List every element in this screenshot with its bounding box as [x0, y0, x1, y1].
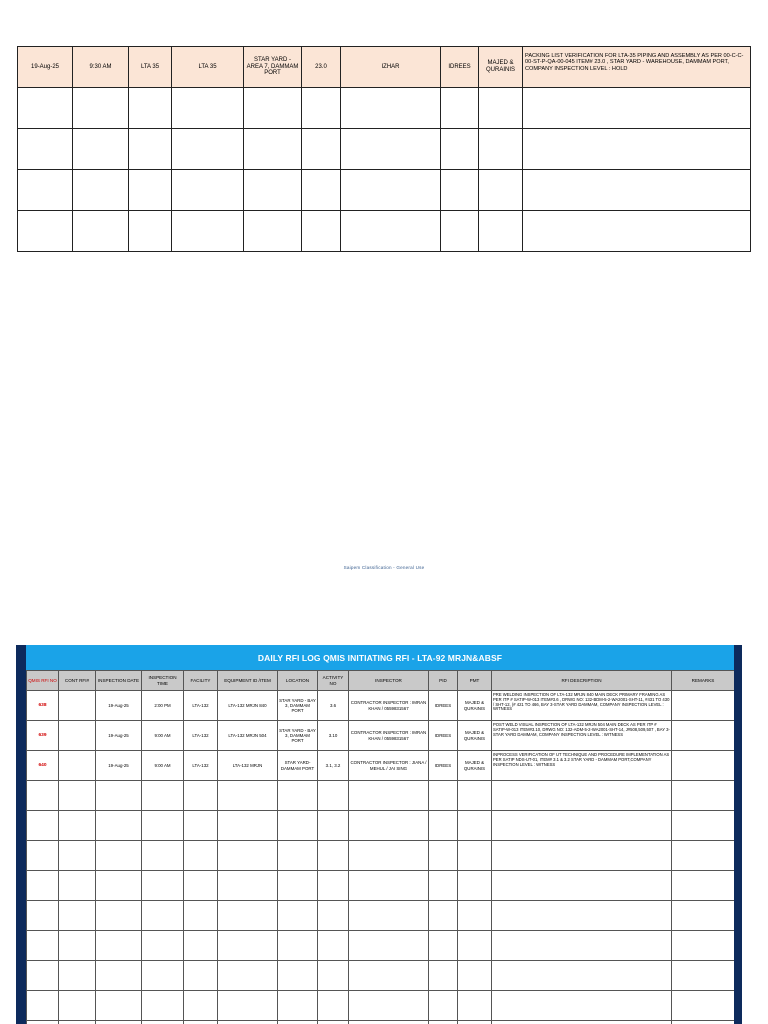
column-header: QMIS RFI NO [27, 671, 59, 691]
table-cell [302, 88, 341, 129]
table-cell [523, 170, 751, 211]
table-cell [429, 871, 458, 901]
table-cell [218, 931, 278, 961]
table-cell: LTA-132 [184, 721, 218, 751]
table-cell: MAJED & QURAINIS [458, 721, 492, 751]
table-cell [129, 129, 172, 170]
table-cell [184, 901, 218, 931]
table-cell [184, 991, 218, 1021]
table-cell: IZHAR [341, 47, 441, 88]
table-cell [318, 781, 349, 811]
table-cell: LTA-132 MRJN 840 [218, 691, 278, 721]
table-cell [73, 170, 129, 211]
table-cell: PACKING LIST VERIFICATION FOR LTA-35 PIPING AND ASSEMBLY AS PER 00-C-C-00-ST-P-QA-00-045 ITEM# 23.0 , STAR YARD - WAREHOUSE, DAMMAM PORT, COMPANY INSPECTION LEVEL : HOLD [523, 47, 751, 88]
table-cell: 9:00 AM [142, 751, 184, 781]
table-cell [341, 170, 441, 211]
table-cell: LTA-132 MRJN 504 [218, 721, 278, 751]
table-cell [18, 211, 73, 252]
rfi-number-cell [27, 931, 59, 961]
table-cell: POST WELD VISUAL INSPECTION OF LTA-132 MRJN 504 MAIN DECK AS PER ITP # SATIP-W-013 ITEM#3.10, DRWG NO: 132-ADM-5-2-WA2001-SHT-14, J#508,509,507 , BAY 3-STAR YARD DAMMAM, COMPANY INSPECTION LEVEL : WITNESS [492, 721, 672, 751]
table-cell [142, 841, 184, 871]
table-cell [479, 170, 523, 211]
table-cell [672, 811, 735, 841]
column-header: RFI DESCRIPTION [492, 671, 672, 691]
table-cell: 3.1, 3.2 [318, 751, 349, 781]
table-cell [59, 961, 96, 991]
table-cell: IDREES [441, 47, 479, 88]
table-cell [172, 170, 244, 211]
table-cell [59, 931, 96, 961]
table-cell [441, 129, 479, 170]
table-row [27, 901, 735, 931]
table-cell [672, 871, 735, 901]
top-inspection-table [17, 46, 751, 252]
table-cell: STAR YARD-DAMMAM PORT [278, 751, 318, 781]
table-cell [142, 931, 184, 961]
table-cell [318, 871, 349, 901]
table-cell [458, 841, 492, 871]
rfi-number-cell [27, 901, 59, 931]
table-row [18, 129, 751, 170]
table-cell [96, 1021, 142, 1024]
table-cell: CONTRACTOR INSPECTOR : JIANA / MEHUL / JAI SING [349, 751, 429, 781]
rfi-log-panel [26, 645, 734, 1024]
table-cell [59, 751, 96, 781]
table-row [27, 1021, 735, 1024]
rfi-number-cell: 639 [27, 721, 59, 751]
column-header: CONT RFI# [59, 671, 96, 691]
table-cell [672, 691, 735, 721]
table-cell [458, 931, 492, 961]
table-cell [244, 88, 302, 129]
column-header: EQUIPMENT ID /ITEM [218, 671, 278, 691]
table-row [18, 88, 751, 129]
table-cell [318, 931, 349, 961]
table-cell: LTA-132 [184, 751, 218, 781]
table-cell [349, 1021, 429, 1024]
rfi-number-cell [27, 961, 59, 991]
table-row [27, 781, 735, 811]
table-cell: INPROCESS VERIFICATION OF UT TECHNIQUE AND PROCEDURE IMPLEMENTATION AS PER SATIP NDS-UT-01, ITEM# 3.1 & 3.2 STAR YARD - DAMMAM PORT,COMPANY INSPECTION LEVEL : WITNESS [492, 751, 672, 781]
table-cell [318, 841, 349, 871]
column-header: INSPECTION TIME [142, 671, 184, 691]
table-cell [492, 961, 672, 991]
table-cell [672, 721, 735, 751]
table-cell [59, 781, 96, 811]
rfi-number-cell [27, 991, 59, 1021]
table-cell [341, 129, 441, 170]
table-cell [96, 991, 142, 1021]
table-cell [349, 841, 429, 871]
table-cell [184, 841, 218, 871]
table-cell [429, 931, 458, 961]
table-cell [278, 841, 318, 871]
table-cell [429, 781, 458, 811]
table-cell [218, 871, 278, 901]
table-cell [96, 811, 142, 841]
table-row [27, 721, 735, 751]
table-cell [458, 811, 492, 841]
table-row [27, 811, 735, 841]
table-cell: STAR YARD - BAY 3, DAMMAM PORT [278, 691, 318, 721]
table-cell [96, 871, 142, 901]
rfi-log-sheet [16, 645, 742, 1024]
table-cell [59, 871, 96, 901]
table-cell [341, 88, 441, 129]
table-cell [278, 931, 318, 961]
table-cell: LTA 35 [129, 47, 172, 88]
column-header: LOCATION [278, 671, 318, 691]
table-row [27, 841, 735, 871]
table-cell: MAJED & QURAINIS [458, 751, 492, 781]
column-header: REMARKS [672, 671, 735, 691]
table-cell [479, 88, 523, 129]
table-cell [672, 781, 735, 811]
table-cell: CONTRACTOR INSPECTOR : IMRAN KHAN / 0559831567 [349, 721, 429, 751]
table-cell [184, 1021, 218, 1024]
table-cell [18, 88, 73, 129]
table-cell [349, 931, 429, 961]
rfi-number-cell: 638 [27, 691, 59, 721]
table-cell [142, 991, 184, 1021]
table-row [27, 751, 735, 781]
table-cell [318, 811, 349, 841]
rfi-number-cell [27, 871, 59, 901]
rfi-number-cell [27, 841, 59, 871]
table-cell [479, 211, 523, 252]
table-cell [18, 170, 73, 211]
table-cell [218, 901, 278, 931]
table-cell [129, 88, 172, 129]
rfi-number-cell: 640 [27, 751, 59, 781]
table-cell [244, 170, 302, 211]
column-header: INSPECTION DATE [96, 671, 142, 691]
table-cell: 19-Aug-25 [18, 47, 73, 88]
table-cell [96, 781, 142, 811]
table-cell: IDREES [429, 751, 458, 781]
table-cell [59, 991, 96, 1021]
table-cell [318, 991, 349, 1021]
table-cell [492, 931, 672, 961]
column-header: PMT [458, 671, 492, 691]
table-cell [523, 211, 751, 252]
table-cell: 9:00 AM [142, 721, 184, 751]
table-cell [458, 871, 492, 901]
table-cell [278, 901, 318, 931]
table-cell [429, 1021, 458, 1024]
log-banner-title: DAILY RFI LOG QMIS INITIATING RFI - LTA-92 MRJN&ABSF [26, 645, 734, 670]
rfi-log-table [26, 670, 734, 1024]
table-cell [492, 871, 672, 901]
table-row [27, 871, 735, 901]
table-cell [349, 871, 429, 901]
table-cell: 19-Aug-25 [96, 691, 142, 721]
table-cell [18, 129, 73, 170]
table-cell [492, 1021, 672, 1024]
table-row [27, 991, 735, 1021]
table-cell [672, 931, 735, 961]
table-cell [278, 961, 318, 991]
table-cell: 9:30 AM [73, 47, 129, 88]
table-cell [142, 781, 184, 811]
table-cell [218, 961, 278, 991]
table-cell [349, 811, 429, 841]
table-cell [672, 901, 735, 931]
table-cell [349, 901, 429, 931]
table-cell [458, 901, 492, 931]
table-cell [349, 781, 429, 811]
table-cell [278, 1021, 318, 1024]
table-cell [492, 811, 672, 841]
table-cell [429, 901, 458, 931]
table-cell [96, 961, 142, 991]
table-cell [672, 961, 735, 991]
table-cell: PRE WELDING INSPECTION OF LTA-132 MRJN 840 MAIN DECK PRIMARY FRAMING AS PER ITP # SATIP-W-013 ITEM#3.6 , DRWG NO: 132-BDM-5-2-WA2001-SHT-11, #431 TO 430 / SHT-12, (# 421 TO 466, BAY 3-STAR YARD DAMMAM, COMPANY INSPECTION LEVEL : WITNESS [492, 691, 672, 721]
table-cell [184, 931, 218, 961]
table-cell [341, 211, 441, 252]
column-header: INSPECTOR [349, 671, 429, 691]
table-cell [129, 211, 172, 252]
table-cell [349, 991, 429, 1021]
table-cell [492, 991, 672, 1021]
table-cell [59, 841, 96, 871]
table-cell [142, 1021, 184, 1024]
table-cell [59, 1021, 96, 1024]
table-cell [349, 961, 429, 991]
rfi-number-cell [27, 811, 59, 841]
table-cell [492, 901, 672, 931]
table-cell [96, 841, 142, 871]
table-cell [458, 991, 492, 1021]
table-cell: 2:00 PM [142, 691, 184, 721]
table-cell [458, 1021, 492, 1024]
table-cell [244, 129, 302, 170]
table-cell [184, 811, 218, 841]
table-cell [492, 841, 672, 871]
table-cell [184, 781, 218, 811]
table-cell [172, 211, 244, 252]
table-cell [59, 691, 96, 721]
table-cell [672, 751, 735, 781]
table-row [18, 47, 751, 88]
table-cell: LTA 35 [172, 47, 244, 88]
table-cell [73, 129, 129, 170]
table-cell [172, 129, 244, 170]
table-row [27, 961, 735, 991]
table-row [18, 211, 751, 252]
table-cell [672, 841, 735, 871]
table-cell [672, 1021, 735, 1024]
table-cell [429, 961, 458, 991]
table-cell [96, 931, 142, 961]
table-cell [218, 1021, 278, 1024]
table-cell [458, 781, 492, 811]
table-cell [142, 901, 184, 931]
table-cell [96, 901, 142, 931]
table-cell [441, 88, 479, 129]
table-cell: 3.10 [318, 721, 349, 751]
table-cell [278, 991, 318, 1021]
table-cell: MAJED & QURAINIS [479, 47, 523, 88]
classification-label: Saipem Classification - General Use [343, 565, 425, 570]
table-cell [302, 170, 341, 211]
table-cell: STAR YARD - AREA 7, DAMMAM PORT [244, 47, 302, 88]
table-cell: 23.0 [302, 47, 341, 88]
table-cell [59, 901, 96, 931]
table-cell [318, 961, 349, 991]
table-cell [244, 211, 302, 252]
column-header: FACILITY [184, 671, 218, 691]
table-cell: 19-Aug-25 [96, 721, 142, 751]
table-cell [218, 991, 278, 1021]
table-cell [441, 170, 479, 211]
table-cell [278, 781, 318, 811]
table-cell [59, 811, 96, 841]
table-cell: 19-Aug-25 [96, 751, 142, 781]
table-cell [458, 961, 492, 991]
table-cell [278, 871, 318, 901]
table-cell [218, 841, 278, 871]
table-cell [302, 211, 341, 252]
table-cell [492, 781, 672, 811]
table-cell: CONTRACTOR INSPECTOR : IMRAN KHAN / 0559831567 [349, 691, 429, 721]
table-cell: LTA-132 [184, 691, 218, 721]
table-cell [73, 211, 129, 252]
table-cell: MAJED & QURAINIS [458, 691, 492, 721]
table-cell [129, 170, 172, 211]
column-header: PID [429, 671, 458, 691]
rfi-number-cell [27, 781, 59, 811]
table-row [27, 691, 735, 721]
table-cell: IDREES [429, 721, 458, 751]
table-cell [142, 961, 184, 991]
table-cell [278, 811, 318, 841]
table-cell [672, 991, 735, 1021]
table-row [27, 931, 735, 961]
table-cell [218, 811, 278, 841]
table-cell [523, 88, 751, 129]
table-cell [184, 871, 218, 901]
table-cell [172, 88, 244, 129]
table-cell [429, 991, 458, 1021]
table-cell [302, 129, 341, 170]
table-cell [218, 781, 278, 811]
table-cell [318, 1021, 349, 1024]
table-cell [429, 841, 458, 871]
table-cell: STAR YARD - BAY 3, DAMMAM PORT [278, 721, 318, 751]
table-cell [73, 88, 129, 129]
table-cell [479, 129, 523, 170]
table-cell [184, 961, 218, 991]
table-cell: LTA-132 MRJN [218, 751, 278, 781]
table-cell: IDREES [429, 691, 458, 721]
table-cell [142, 871, 184, 901]
table-cell [441, 211, 479, 252]
column-header: ACTIVITY NO [318, 671, 349, 691]
table-row [18, 170, 751, 211]
table-cell [318, 901, 349, 931]
log-header-row [27, 671, 735, 691]
table-cell [523, 129, 751, 170]
table-cell [429, 811, 458, 841]
rfi-number-cell [27, 1021, 59, 1024]
table-cell [142, 811, 184, 841]
table-cell: 3.6 [318, 691, 349, 721]
table-cell [59, 721, 96, 751]
